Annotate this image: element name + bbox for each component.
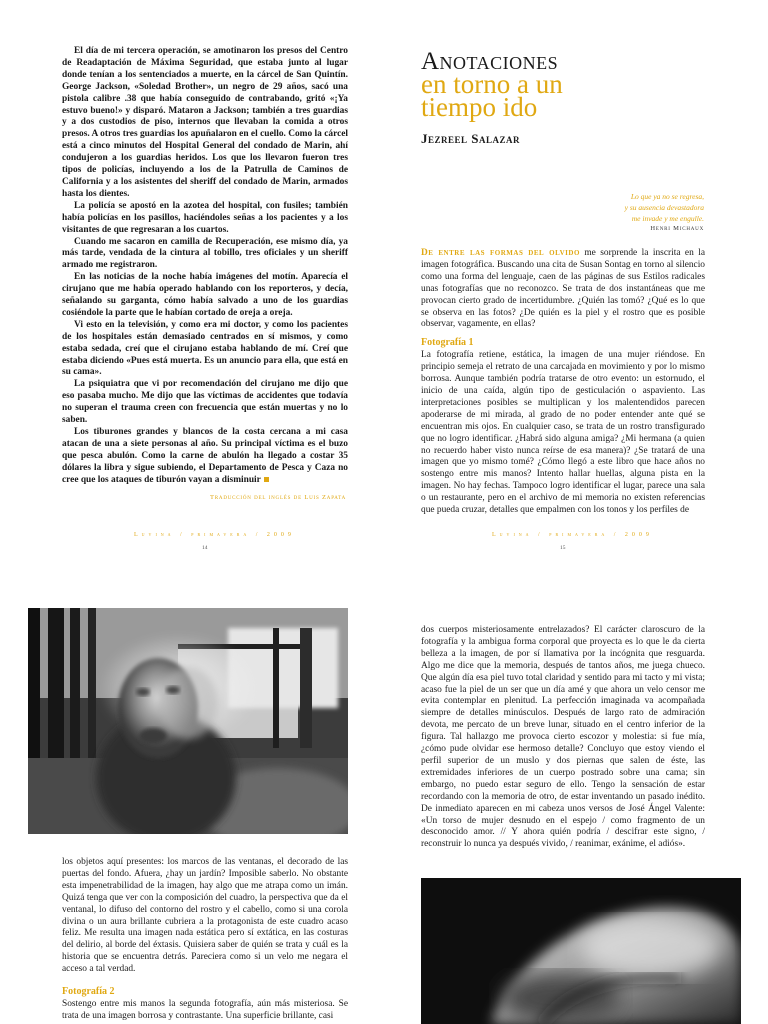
epigraph: Lo que ya no se regresa, y su ausencia devastadora me invade y me engulle.: [624, 192, 704, 223]
article-body: [421, 248, 705, 517]
paragraph: El día de mi tercera operación, se amotinaron los presos del Centro de Readaptación de Máxima Seguridad, que estaba junto al lugar donde tenían a los sentenciados a muerte, en la cárcel de San Quintín. George Jackson, «Soledad Brother», un negro de 29 años, sacó una pistola calibre .38 que había conseguido de contrabando, gritó «¡Ya estuvo bueno!» y disparó. Mataron a Jackson; también a tres guardias y a dos custodios de piso, internos que llevaban la comida a otros presos. A otros tres guardias los apuñalaron en el cuello. Como la cárcel está a cinco minutos del Hospital General del condado de Marin, ahí condujeron a los guardias heridos. Los que los llevaron fueron tres tipos de policías, incluyendo a los de la Patrulla de Caminos de California y a los asistentes del sheriff del condado de Marin, armados hasta los dientes.: [62, 46, 348, 199]
article-continuation-left: [62, 857, 348, 1023]
paragraph: Sostengo entre mis manos la segunda fotografía, aún más misteriosa. Se trata de una imagen borrosa y contrastante. Una superficie brillante, casi: [62, 998, 348, 1021]
article-continuation-right: [421, 625, 705, 851]
photo-illustration: [28, 608, 348, 834]
paragraph: dos cuerpos misteriosamente entrelazados? El carácter claroscuro de la fotografía y la ambigua forma corporal que proyecta es lo que le da cierta belleza a la imagen, de por sí llamativa por la incógnita que resguarda. Algo me dice que la memoria, después de tantos años, me juega chueco. Que algún día esa piel tuvo total claridad y sentido para mi tacto y mi vista; acaso fue la piel de un ser que un día amé y que ahora un velo censor me evita contemplar en plenitud. La perfección imaginada va acompañada siempre de detalles minúsculos. Después de largo rato de admiración devota, me percato de un breve lunar, situado en el centro inferior de la figura. Tal hallazgo me provoca cierto escozor y molestia: si fue mía, ¿cómo pude olvidar ese hermoso detalle? Concluyo que estoy viendo el perfil superior de un muslo y dos piernas que salen de éste, las extremidades inferiores de un cuerpo postrado sobre una cama; sin embargo, no puedo estar seguro de ello. Tengo la sensación de estar recordando con la memoria de otro, de estar inventando un pasado inédito. De inmediato aparecen en mi cabeza unos versos de José Ángel Valente: «Un torso de mujer desnudo en el espejo / como fragmento de un desconocido amor. // Y ahora quién podría / descifrar este signo, / reconstruir lo nunca ya después vivido, / reanimar, exánime, el adiós».: [421, 625, 705, 850]
photograph-laughing-woman: [28, 608, 348, 834]
photo-illustration: [421, 878, 741, 1024]
page-number-right: 15: [560, 545, 566, 551]
article-author: Jezreel Salazar: [421, 131, 520, 146]
page-footer-left: Luvina / primavera / 2009: [134, 532, 295, 538]
paragraph: La psiquiatra que vi por recomendación del cirujano me dijo que eso pasaba mucho. Me dijo que las víctimas de accidentes que todavía no superan el trauma creen con frecuencia que están muertas y no lo saben.: [62, 379, 348, 426]
end-mark-icon: [264, 477, 269, 482]
article-subtitle: en torno a un tiempo ido: [421, 69, 563, 122]
page-number-left: 14: [202, 545, 208, 551]
section-heading: Fotografía 1: [421, 337, 474, 349]
epigraph-author: Henri Michaux: [650, 225, 704, 232]
paragraph: La fotografía retiene, estática, la imagen de una mujer riéndose. En principio semeja el retrato de una carcajada en movimiento y por lo mismo borrosa. Aunque también podría tratarse de otro evento: un estornudo, el inicio de una caída, algún tipo de gesticulación o aspaviento. Las interpretaciones posibles se multiplican y los malentendidos parecen apoderarse de mi mirada, al grado de no poder entender ante qué se encuentran mis ojos. En cualquier caso, se trata de un rostro transfigurado que no logro identificar. ¿Habrá sido alguna amiga? ¿Mi hermana (a quien no recuerdo haber visto nunca reírse de esa manera)? ¿Se tratará de una imagen que yo mismo tomé? ¿Cómo llegó a este libro que hace años no sostengo entre mis manos? Intento hallar huellas, alguna pista en la imagen. No hay fechas. Tampoco logro identificar el lugar, parece una sala o un restaurante, pero en el archivo de mi memoria no existen referencias que pueda cruzar, detalles que empalmen con los tonos y los perfiles de: [421, 350, 705, 516]
page-footer-right: Luvina / primavera / 2009: [492, 532, 653, 538]
paragraph: Cuando me sacaron en camilla de Recuperación, ese mismo día, ya más tarde, vendada de la cintura al tobillo, tres oficiales y un sheriff armado me registraron.: [62, 236, 348, 271]
paragraph: En las noticias de la noche había imágenes del motín. Aparecía el cirujano que me había operado hablando con los reporteros, y decía, señalando su garganta, cómo había salvado a uno de los guardias cosiéndole la parte que le habían cortado de oreja a oreja.: [62, 272, 348, 318]
paragraph: Vi esto en la televisión, y como era mi doctor, y como los pacientes de los hospitales están demasiado centrados en sí mismos, y como estaba sedada, creí que el cirujano estaba hablando de mí. Creí que estaba diciendo «Pues está muerta. Es un anuncio para ella, que está en su cama».: [62, 319, 348, 378]
intro-paragraph: De entre las formas del olvido me sorprende la inscrita en la imagen fotográfica. Buscando una cita de Susan Sontag en torno al silencio como una forma del lenguaje, caen de las páginas de sus Estilos radicales unas fotografías que no reconozco. Se trata de dos instantáneas que me provocan cierto grado de incertidumbre. ¿Quién las tomó? ¿Qué es lo que se observa en las fotos? ¿De quién es la piel y el rostro que es posible observar, vagamente, en ellas?: [421, 248, 705, 330]
section-heading: Fotografía 2: [62, 986, 115, 998]
paragraph-final: Los tiburones grandes y blancos de la costa cercana a mi casa atacan de una a siete personas al año. Su principal víctima es el buzo que pesca abulón. Como la carne de abulón ha llegado a costar 35 dólares la libra y sigue subiendo, el Departamento de Pesca y Caza no cree que los ataques de tiburón vayan a disminuir: [62, 427, 348, 485]
paragraph: los objetos aquí presentes: los marcos de las ventanas, el decorado de las puertas del fondo. Afuera, ¿hay un jardín? Imposible saberlo. No obstante esta impenetrabilidad de la imagen, hay algo que me atrapa como un imán. Quizá tenga que ver con la composición del cuadro, la perspectiva que da el ventanal, lo difuso del contorno del rostro y el cabello, como si una corola divina o un aura brillante cubriera a la protagonista de este cuadro acaso feliz. Me resulta una imagen nada estática pero sí extática, en las costuras del delirio, al borde del éxtasis. Quisiera saber de quién se trata y cuál es la historia que se encuentra detrás. Pareciera como si un velo me negara el acceso a tal verdad.: [62, 857, 348, 975]
article-title: Anotaciones: [421, 48, 559, 75]
photograph-blurred-body: [421, 878, 741, 1024]
lead-in: De entre las formas del olvido: [421, 248, 580, 258]
translated-story-text: [62, 46, 348, 487]
translation-credit: Traducción del inglés de Luis Zapata: [210, 494, 347, 501]
paragraph: La policía se apostó en la azotea del hospital, con fusiles; también había policías en los pasillos, haciéndoles señas a los pacientes y a los visitantes de que regresaran a los cuartos.: [62, 200, 348, 235]
